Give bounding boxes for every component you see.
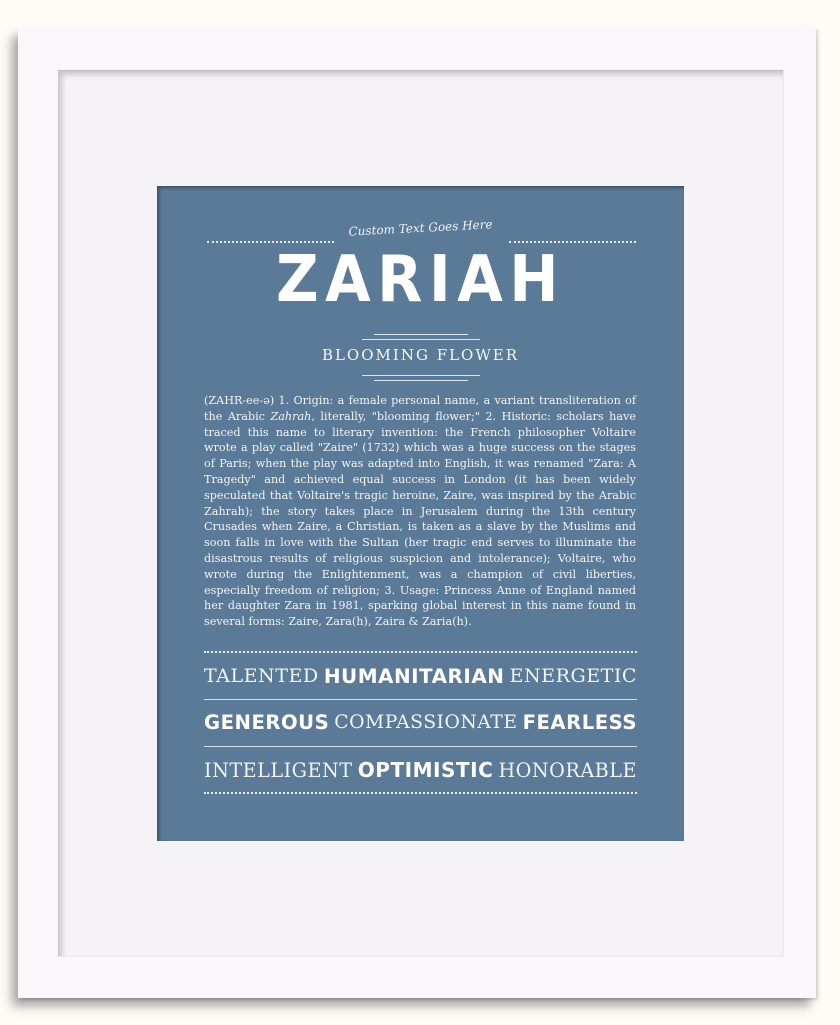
dotted-divider-traits-top: [204, 651, 637, 653]
dotted-divider-traits-bottom: [204, 792, 637, 794]
trait-word: ENERGETIC: [509, 665, 637, 687]
custom-text: Custom Text Goes Here: [348, 217, 493, 239]
name-description: [204, 393, 636, 630]
name-underline-2: [362, 339, 480, 340]
name-meaning: BLOOMING FLOWER: [321, 346, 520, 364]
trait-word: COMPASSIONATE: [334, 711, 518, 733]
trait-word: HUMANITARIAN: [323, 664, 505, 688]
trait-word: INTELLIGENT: [204, 758, 353, 782]
description-italic-word: Zahrah: [270, 409, 312, 423]
trait-row-2: [204, 704, 637, 740]
mat-board: [58, 70, 784, 957]
trait-row-3: [204, 752, 637, 788]
trait-word: FEARLESS: [522, 710, 637, 734]
trait-word: GENEROUS: [204, 710, 330, 734]
description-part-1: (ZAHR-ee-ə) 1. Origin: a female personal name, a variant transliteration of the Arabic: [204, 394, 636, 423]
meaning-underline-2: [374, 380, 468, 381]
trait-row-divider-1: [204, 699, 637, 700]
picture-frame: [18, 28, 816, 998]
trait-word: HONORABLE: [498, 758, 637, 782]
description-part-2: , literally, "blooming flower;" 2. Historic: scholars have traced this name to literary invention: the French philosopher Voltaire wrote a play called "Zaire" (1732) which was a huge success on the stages of Paris; when the play was adapted into English, it was renamed "Zara: A Tragedy" and achieved equal success in London (it has been widely speculated that Voltaire's tragic heroine, Zaire, was inspired by the Arabic Zahrah); the story takes place in Jerusalem during the 13th century Crusades when Zaire, a Christian, is taken as a slave by the Muslims and soon falls in love with the Sultan (her tragic end serves to illuminate the disastrous results of religious suspicion and intolerance); Voltaire, who wrote during the Enlightenment, was a champion of civil liberties, especially freedom of religion; 3. Usage: Princess Anne of England named her daughter Zara in 1981, sparking global interest in this name found in several forms: Zaire, Zara(h), Zaira & Zaria(h).: [204, 409, 636, 629]
trait-row-1: [204, 658, 637, 694]
name-underline-1: [374, 334, 468, 335]
trait-word: OPTIMISTIC: [357, 758, 494, 782]
trait-word: TALENTED: [204, 665, 319, 687]
name-art-print: [157, 186, 684, 841]
meaning-underline-1: [362, 375, 480, 376]
name-title: ZARIAH: [276, 243, 565, 317]
trait-row-divider-2: [204, 746, 637, 747]
